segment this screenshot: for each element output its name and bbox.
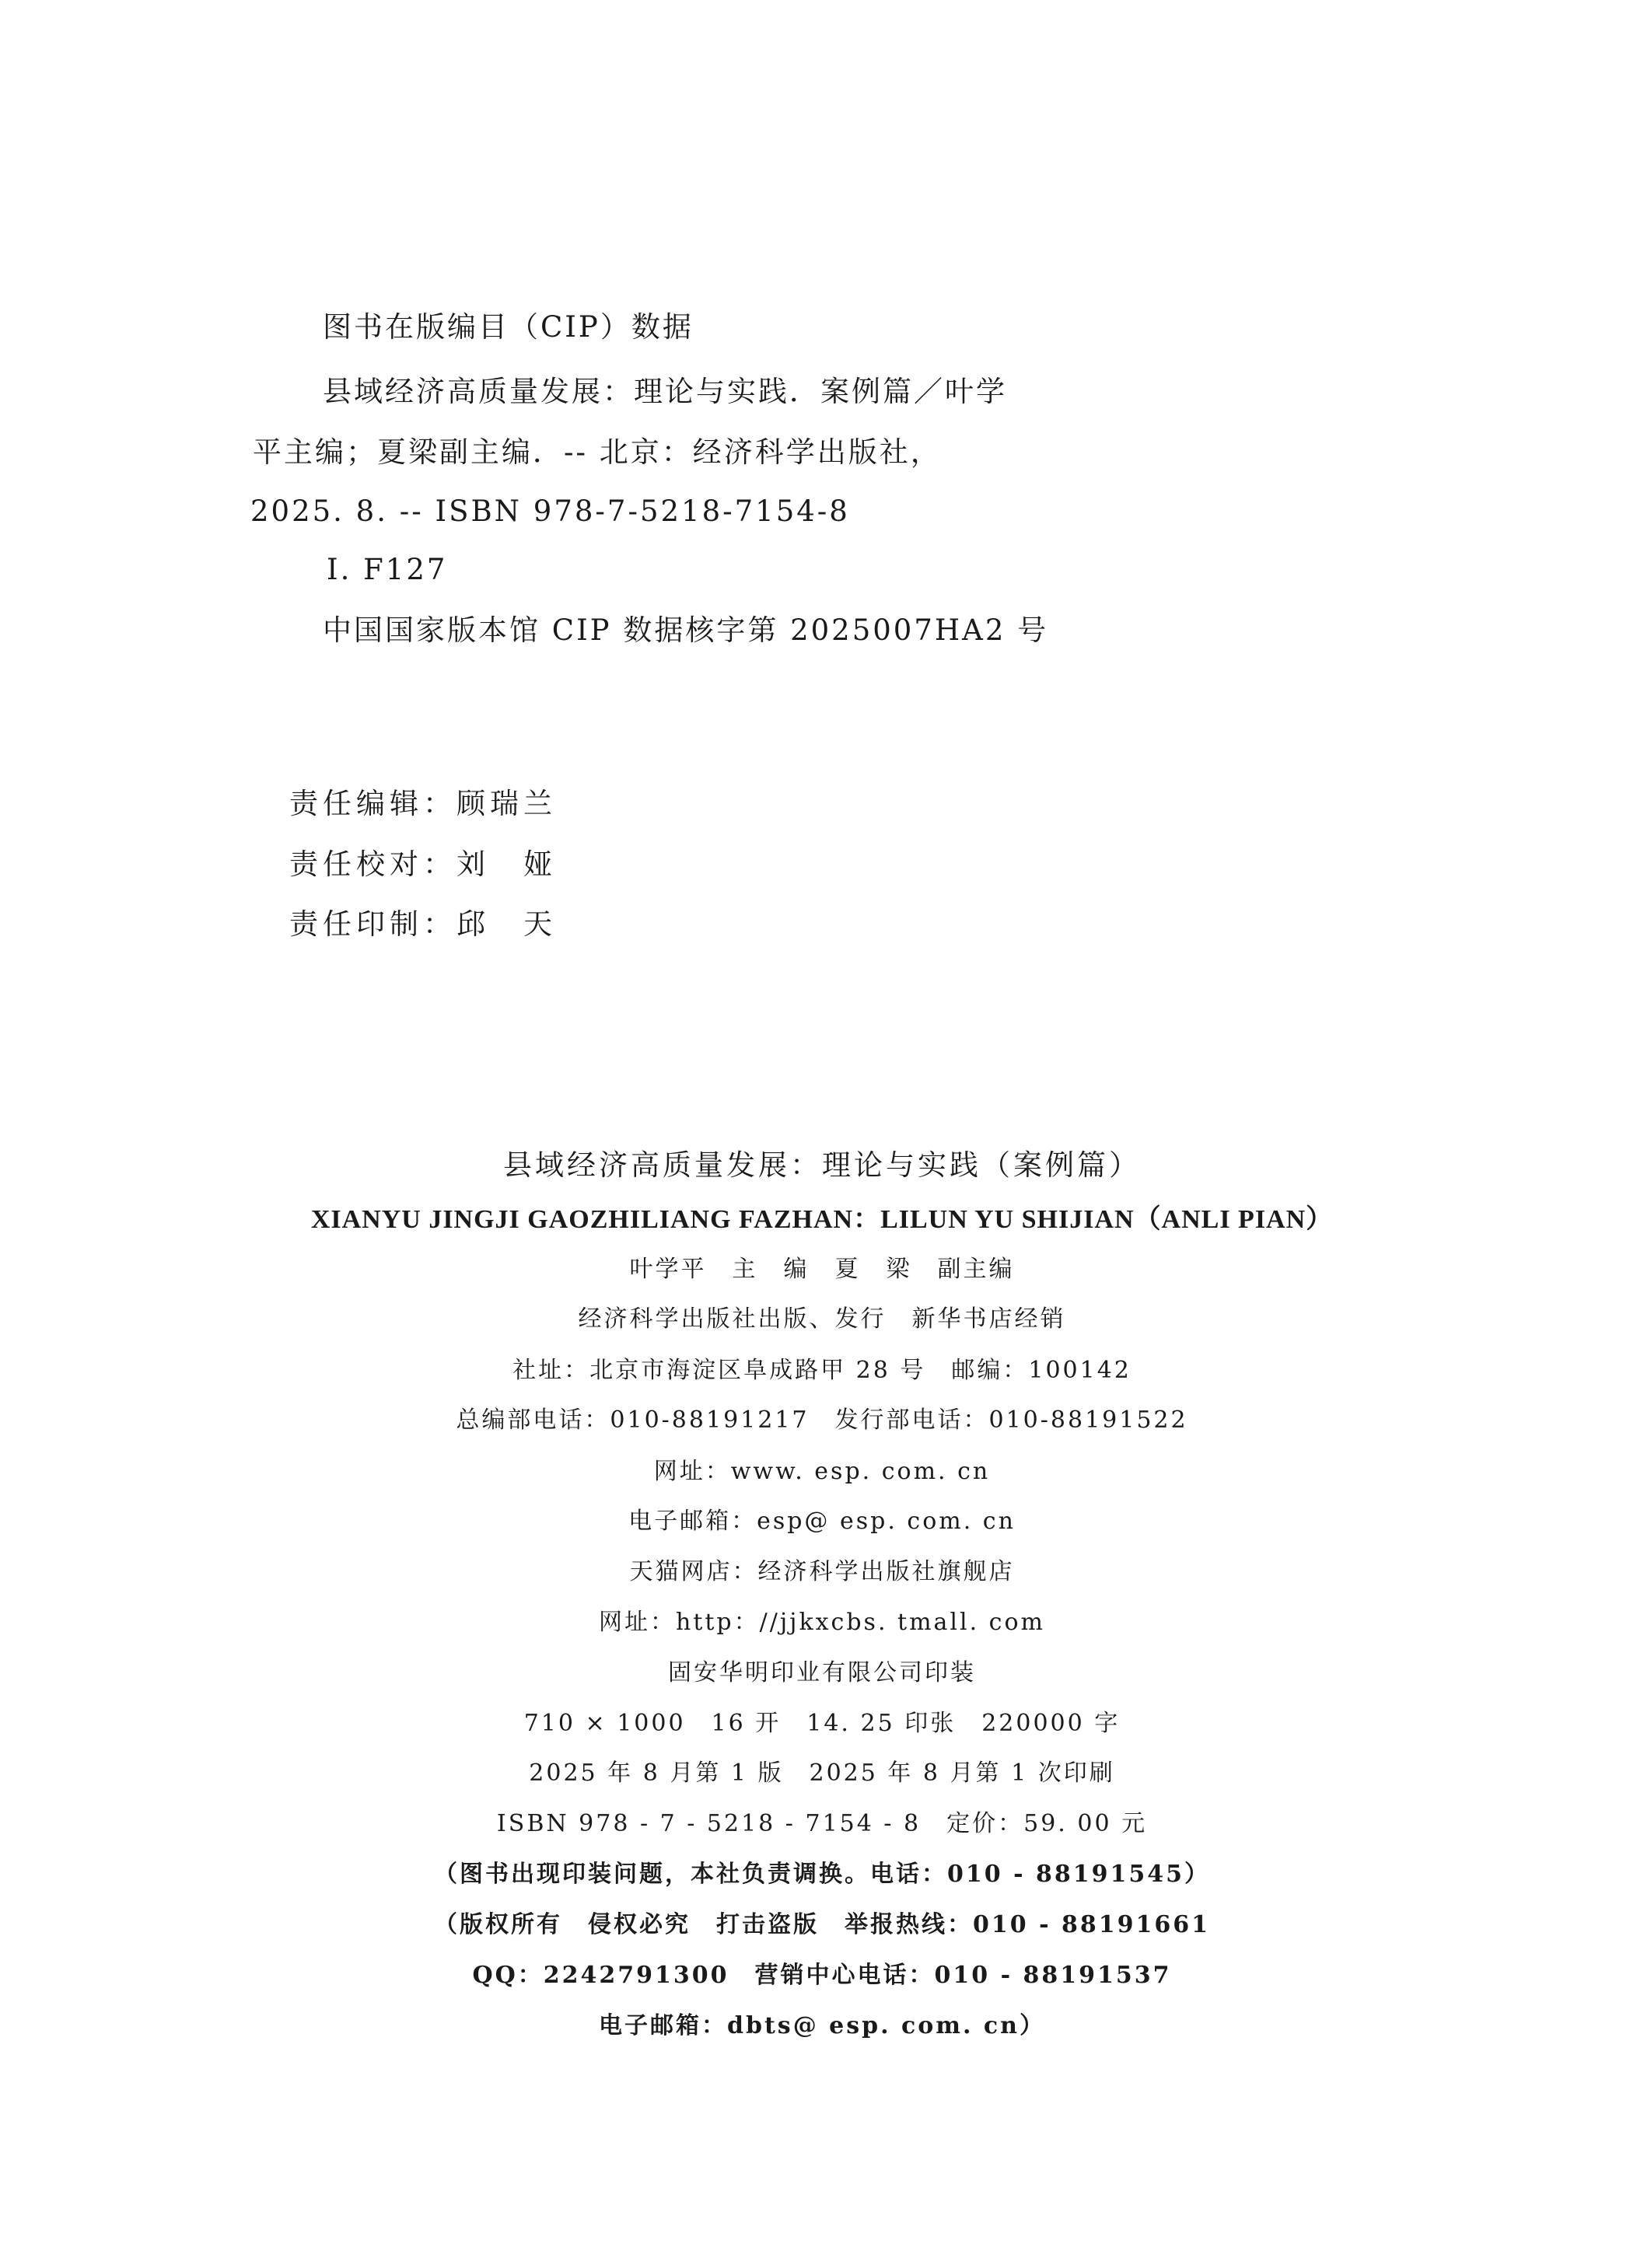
cip-heading: 图书在版编目（CIP）数据 <box>323 310 694 344</box>
cip-record-line-2: 平主编；夏梁副主编．-- 北京：经济科学出版社， <box>253 435 942 469</box>
notice-quality: （图书出现印装问题，本社负责调换。电话：010 - 88191545） <box>434 1861 1210 1888</box>
colophon-email: 电子邮箱：esp@ esp. com. cn <box>628 1508 1016 1535</box>
colophon-printer: 固安华明印业有限公司印装 <box>668 1659 976 1686</box>
cip-verification: 中国国家版本馆 CIP 数据核字第 2025007HA2 号 <box>323 613 1049 647</box>
colophon-edition: 2025 年 8 月第 1 版 2025 年 8 月第 1 次印刷 <box>529 1760 1115 1787</box>
colophon-tmall-store: 天猫网店：经济科学出版社旗舰店 <box>629 1558 1015 1585</box>
notice-email: 电子邮箱：dbts@ esp. com. cn） <box>599 2012 1045 2039</box>
colophon-publisher: 经济科学出版社出版、发行 新华书店经销 <box>578 1305 1066 1333</box>
colophon-isbn-price: ISBN 978 - 7 - 5218 - 7154 - 8 定价：59. 00 元 <box>496 1810 1148 1837</box>
colophon-title-pinyin: XIANYU JINGJI GAOZHILIANG FAZHAN：LILUN YU SHIJIAN（ANLI PIAN） <box>310 1205 1334 1234</box>
responsible-editor: 责任编辑：顾瑞兰 <box>289 787 557 820</box>
colophon-specs: 710 × 1000 16 开 14. 25 印张 220000 字 <box>523 1710 1121 1737</box>
colophon-phones: 总编部电话：010-88191217 发行部电话：010-88191522 <box>456 1407 1188 1434</box>
colophon-tmall-url: 网址：http：//jjkxcbs. tmall. com <box>599 1609 1045 1636</box>
cip-classification: Ⅰ. F127 <box>327 553 448 586</box>
colophon-address: 社址：北京市海淀区阜成路甲 28 号 邮编：100142 <box>512 1357 1132 1384</box>
responsible-printing: 责任印制：邱 天 <box>289 907 557 941</box>
responsible-proofreader: 责任校对：刘 娅 <box>289 847 557 881</box>
colophon-editors: 叶学平 主 编 夏 梁 副主编 <box>629 1256 1015 1283</box>
notice-qq: QQ：2242791300 营销中心电话：010 - 88191537 <box>472 1962 1172 1989</box>
colophon-title-cn: 县域经济高质量发展：理论与实践（案例篇） <box>503 1148 1141 1182</box>
cip-record-line-3: 2025. 8. -- ISBN 978-7-5218-7154-8 <box>250 494 850 528</box>
cip-record-line-1: 县域经济高质量发展：理论与实践．案例篇／叶学 <box>323 375 1007 408</box>
notice-copyright: （版权所有 侵权必究 打击盗版 举报热线：010 - 88191661 <box>434 1911 1210 1938</box>
colophon-website: 网址：www. esp. com. cn <box>653 1458 991 1485</box>
